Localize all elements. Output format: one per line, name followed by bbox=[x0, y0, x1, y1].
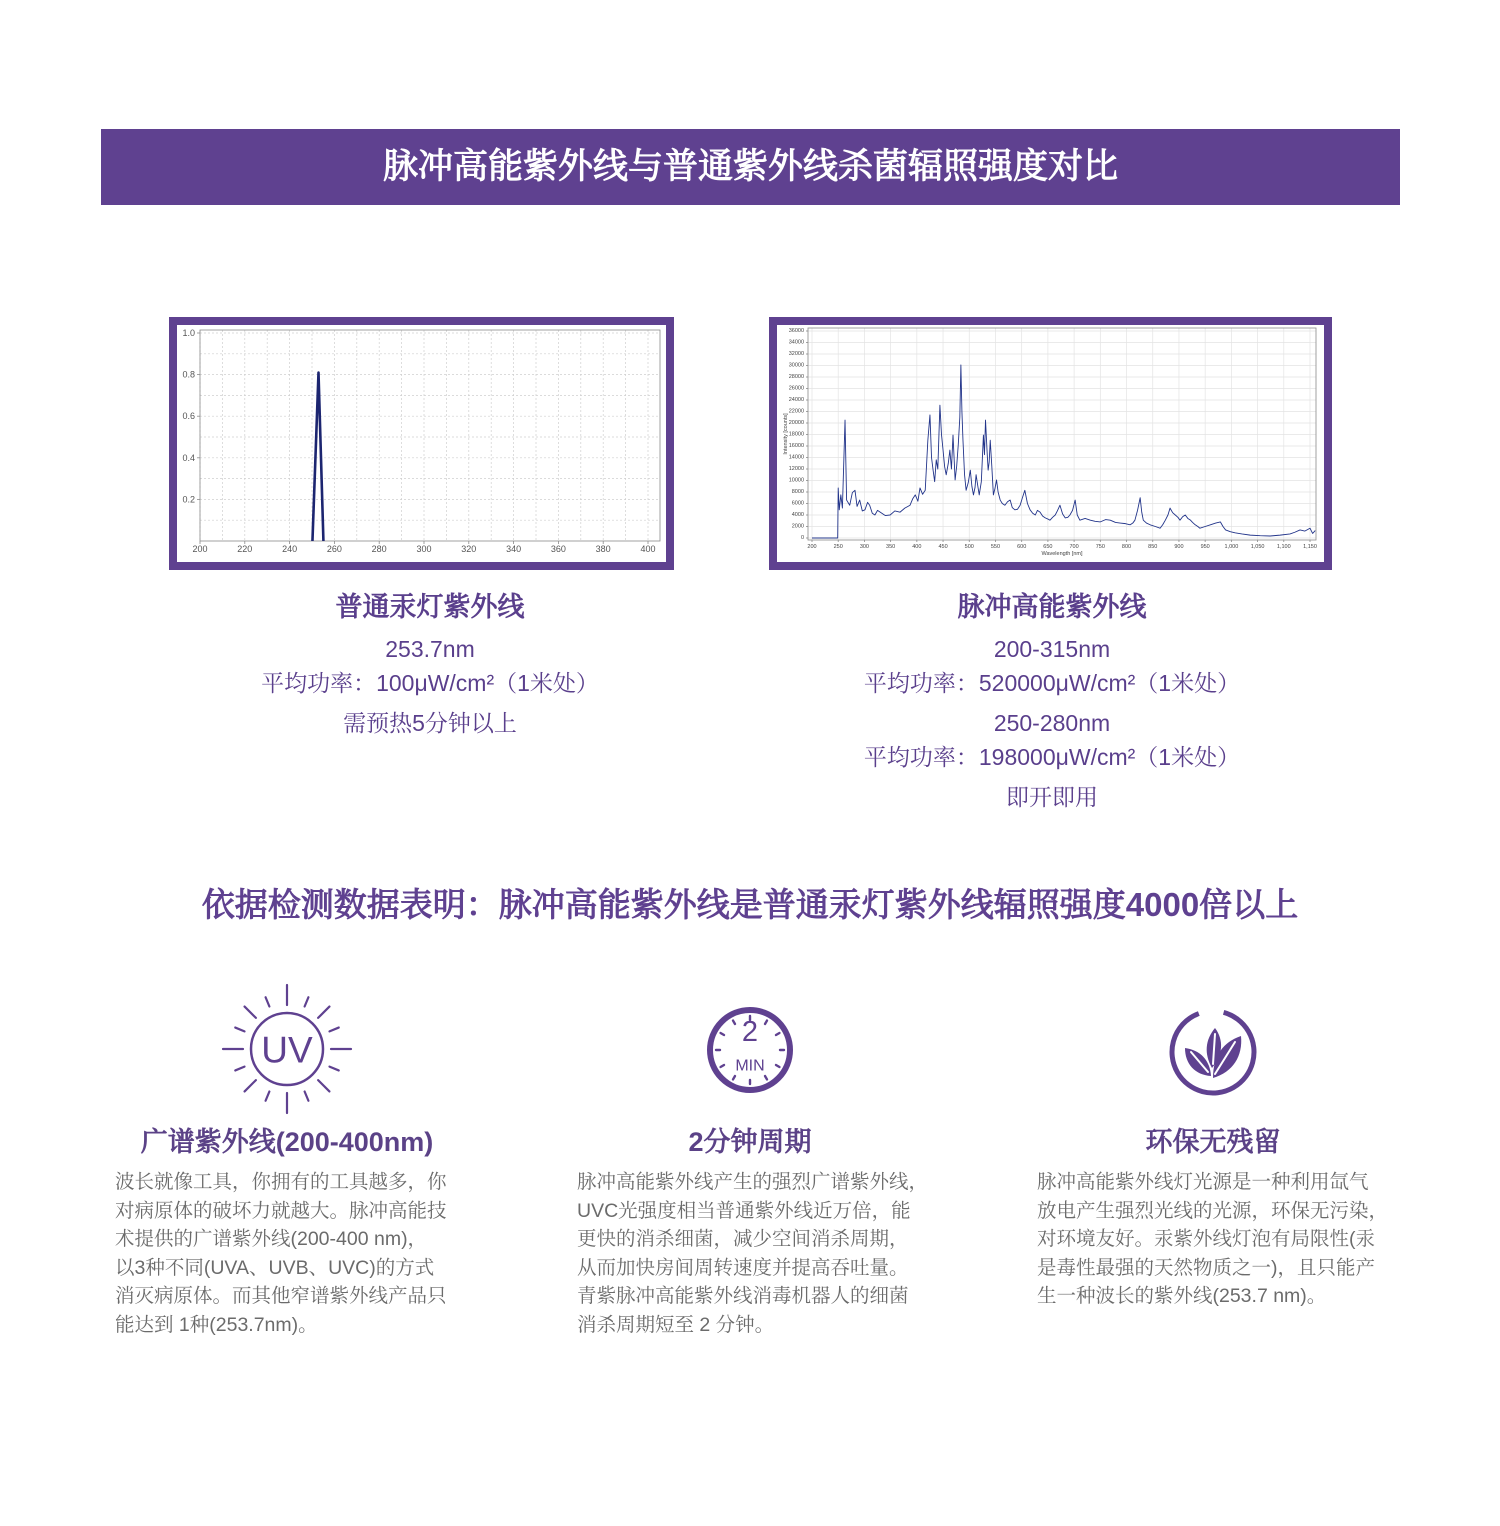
uv-ray bbox=[235, 1028, 244, 1032]
x-tick-label: 240 bbox=[282, 544, 298, 554]
spec-title: 脉冲高能紫外线 bbox=[957, 592, 1147, 622]
pulsed-uv-spec bbox=[802, 590, 1302, 814]
y-tick-label: 1.0 bbox=[182, 328, 195, 338]
x-tick-label: 380 bbox=[595, 544, 611, 554]
leaf-icon bbox=[1163, 1002, 1263, 1102]
stopwatch-icon bbox=[700, 1000, 800, 1100]
chart-panel-mercury bbox=[169, 317, 674, 570]
stopwatch-number: 2 bbox=[741, 1016, 759, 1048]
body-line: 脉冲高能紫外线灯光源是一种利用氙气 bbox=[1037, 1171, 1369, 1193]
stopwatch-tick bbox=[721, 1033, 724, 1035]
plot-frame bbox=[808, 328, 1316, 540]
x-tick-label: 1,050 bbox=[1250, 544, 1265, 550]
stopwatch-tick bbox=[721, 1065, 724, 1067]
title-banner bbox=[101, 129, 1400, 205]
feature-title-broad-spectrum: 广谱紫外线(200-400nm) bbox=[140, 1127, 434, 1157]
body-line: 能达到 1种(253.7nm)。 bbox=[115, 1313, 318, 1336]
x-tick-label: 350 bbox=[886, 544, 896, 550]
stopwatch-unit: MIN bbox=[735, 1057, 765, 1075]
x-tick-label: 300 bbox=[416, 544, 432, 554]
spec-line: 平均功率：198000μW/cm²（1米处） bbox=[863, 744, 1241, 770]
spec-line: 平均功率：520000μW/cm²（1米处） bbox=[863, 670, 1241, 696]
body-line: 波长就像工具，你拥有的工具越多，你 bbox=[115, 1171, 447, 1193]
y-tick-label: 0.4 bbox=[182, 452, 195, 463]
x-tick-label: 750 bbox=[1095, 544, 1105, 550]
x-tick-label: 800 bbox=[1121, 544, 1132, 550]
x-axis-label: Wavelength [nm] bbox=[1041, 551, 1083, 557]
mercury-uv-spec bbox=[180, 590, 680, 740]
x-tick-label: 260 bbox=[326, 544, 342, 554]
y-tick-label: 30000 bbox=[788, 362, 804, 369]
feature-body-broad-spectrum bbox=[115, 1168, 505, 1339]
series-line bbox=[812, 365, 1315, 538]
uv-ray bbox=[266, 997, 270, 1006]
y-tick-label: 24000 bbox=[788, 397, 804, 403]
body-line: 青紫脉冲高能紫外线消毒机器人的细菌 bbox=[577, 1285, 909, 1307]
x-tick-label: 280 bbox=[371, 544, 387, 554]
spec-lines bbox=[180, 632, 680, 740]
body-line: UVC光强度相当普通紫外线近万倍，能 bbox=[577, 1199, 911, 1222]
spec-line: 即开即用 bbox=[1006, 784, 1098, 810]
stopwatch-tick bbox=[776, 1065, 779, 1067]
y-tick-label: 16000 bbox=[788, 443, 804, 449]
y-tick-label: 0 bbox=[800, 535, 804, 541]
uv-sun-icon bbox=[217, 979, 357, 1119]
uv-ray bbox=[245, 1007, 256, 1018]
uv-ray bbox=[305, 997, 309, 1006]
y-tick-label: 0.6 bbox=[182, 411, 195, 422]
body-line: 是毒性最强的天然物质之一)，且只能产 bbox=[1037, 1256, 1375, 1279]
spec-lines bbox=[802, 632, 1302, 814]
series-line bbox=[312, 373, 323, 541]
body-line: 放电产生强烈光线的光源，环保无污染， bbox=[1037, 1199, 1389, 1222]
x-tick-label: 600 bbox=[1017, 544, 1027, 550]
plot-frame bbox=[200, 330, 660, 541]
x-tick-label: 1,000 bbox=[1224, 544, 1239, 550]
y-tick-label: 8000 bbox=[791, 489, 804, 495]
stopwatch-tick bbox=[776, 1033, 779, 1035]
uv-ray bbox=[329, 1067, 338, 1071]
body-line: 消灭病原体。而其他窄谱紫外线产品只 bbox=[115, 1285, 447, 1307]
uv-ray bbox=[329, 1028, 338, 1032]
feature-title-two-minute-cycle: 2分钟周期 bbox=[688, 1127, 812, 1157]
body-line: 对病原体的破坏力就越大。脉冲高能技 bbox=[115, 1199, 447, 1222]
body-line: 消杀周期短至 2 分钟。 bbox=[577, 1313, 775, 1336]
spectrum-chart-mercury bbox=[177, 325, 666, 562]
body-line: 以3种不同(UVA、UVB、UVC)的方式 bbox=[115, 1256, 435, 1279]
uv-ray bbox=[318, 1007, 329, 1018]
y-tick-label: 20000 bbox=[788, 420, 804, 426]
body-line: 生一种波长的紫外线(253.7 nm)。 bbox=[1037, 1285, 1327, 1307]
y-tick-label: 12000 bbox=[788, 466, 804, 472]
x-tick-label: 400 bbox=[640, 544, 656, 554]
y-tick-label: 36000 bbox=[788, 328, 804, 334]
x-tick-label: 550 bbox=[990, 544, 1001, 550]
x-tick-label: 400 bbox=[912, 544, 922, 550]
y-tick-label: 14000 bbox=[788, 454, 804, 461]
uv-ray bbox=[245, 1080, 256, 1091]
x-tick-label: 300 bbox=[859, 544, 870, 550]
x-tick-label: 1,100 bbox=[1276, 544, 1291, 550]
y-tick-label: 0.8 bbox=[182, 369, 195, 380]
y-tick-label: 10000 bbox=[788, 477, 804, 484]
y-tick-label: 26000 bbox=[788, 385, 804, 392]
x-tick-label: 900 bbox=[1174, 544, 1184, 550]
y-tick-label: 18000 bbox=[788, 431, 804, 438]
y-tick-label: 2000 bbox=[791, 523, 804, 530]
x-tick-label: 200 bbox=[192, 544, 208, 554]
x-tick-label: 360 bbox=[550, 544, 566, 554]
y-tick-label: 34000 bbox=[788, 339, 804, 346]
stopwatch-tick bbox=[733, 1021, 735, 1024]
uv-ray bbox=[318, 1080, 329, 1091]
x-tick-label: 320 bbox=[461, 544, 477, 554]
x-tick-label: 500 bbox=[964, 544, 974, 550]
x-tick-label: 250 bbox=[833, 544, 843, 550]
y-tick-label: 4000 bbox=[791, 512, 804, 518]
uv-ray bbox=[235, 1067, 244, 1071]
x-tick-label: 700 bbox=[1069, 544, 1079, 550]
uv-ray bbox=[266, 1091, 270, 1100]
x-tick-label: 950 bbox=[1200, 544, 1210, 550]
body-line: 更快的消杀细菌，减少空间消杀周期， bbox=[577, 1228, 909, 1250]
stopwatch-tick bbox=[733, 1076, 735, 1079]
page-title: 脉冲高能紫外线与普通紫外线杀菌辐照强度对比 bbox=[382, 147, 1118, 186]
feature-body-eco-friendly bbox=[1037, 1168, 1427, 1311]
spec-line: 250-280nm bbox=[993, 710, 1111, 736]
y-tick-label: 6000 bbox=[791, 500, 804, 507]
body-line: 从而加快房间周转速度并提高吞吐量。 bbox=[577, 1256, 909, 1279]
x-tick-label: 850 bbox=[1148, 544, 1158, 550]
conclusion-headline: 依据检测数据表明：脉冲高能紫外线是普通汞灯紫外线辐照强度4000倍以上 bbox=[201, 886, 1299, 923]
x-tick-label: 650 bbox=[1043, 544, 1053, 550]
y-tick-label: 32000 bbox=[788, 351, 804, 357]
body-line: 对环境友好。汞紫外线灯泡有局限性(汞 bbox=[1037, 1228, 1375, 1250]
spec-line: 需预热5分钟以上 bbox=[343, 710, 517, 736]
spec-title: 普通汞灯紫外线 bbox=[335, 592, 525, 622]
x-tick-label: 1,150 bbox=[1303, 544, 1317, 550]
y-tick-label: 0.2 bbox=[182, 494, 195, 505]
spectrum-chart-pulsed bbox=[777, 325, 1324, 562]
x-tick-label: 340 bbox=[506, 544, 522, 554]
body-line: 术提供的广谱紫外线(200-400 nm)， bbox=[115, 1228, 428, 1250]
stopwatch-tick bbox=[765, 1076, 767, 1079]
x-tick-label: 220 bbox=[237, 544, 253, 554]
y-axis-label: Intensity [counts] bbox=[783, 413, 789, 455]
spec-line: 253.7nm bbox=[385, 636, 475, 662]
y-tick-label: 22000 bbox=[788, 408, 804, 415]
spec-line: 平均功率：100μW/cm²（1米处） bbox=[261, 670, 599, 696]
x-tick-label: 200 bbox=[807, 544, 817, 550]
x-tick-label: 450 bbox=[938, 544, 948, 550]
feature-body-two-minute-cycle bbox=[577, 1168, 967, 1339]
uv-ray bbox=[305, 1091, 309, 1100]
uv-icon-text: UV bbox=[261, 1029, 313, 1071]
spec-line: 200-315nm bbox=[993, 636, 1111, 662]
y-tick-label: 28000 bbox=[788, 374, 804, 380]
feature-title-eco-friendly: 环保无残留 bbox=[1145, 1127, 1281, 1157]
stopwatch-tick bbox=[765, 1021, 767, 1024]
body-line: 脉冲高能紫外线产生的强烈广谱紫外线， bbox=[577, 1171, 929, 1193]
chart-panel-pulsed bbox=[769, 317, 1332, 570]
